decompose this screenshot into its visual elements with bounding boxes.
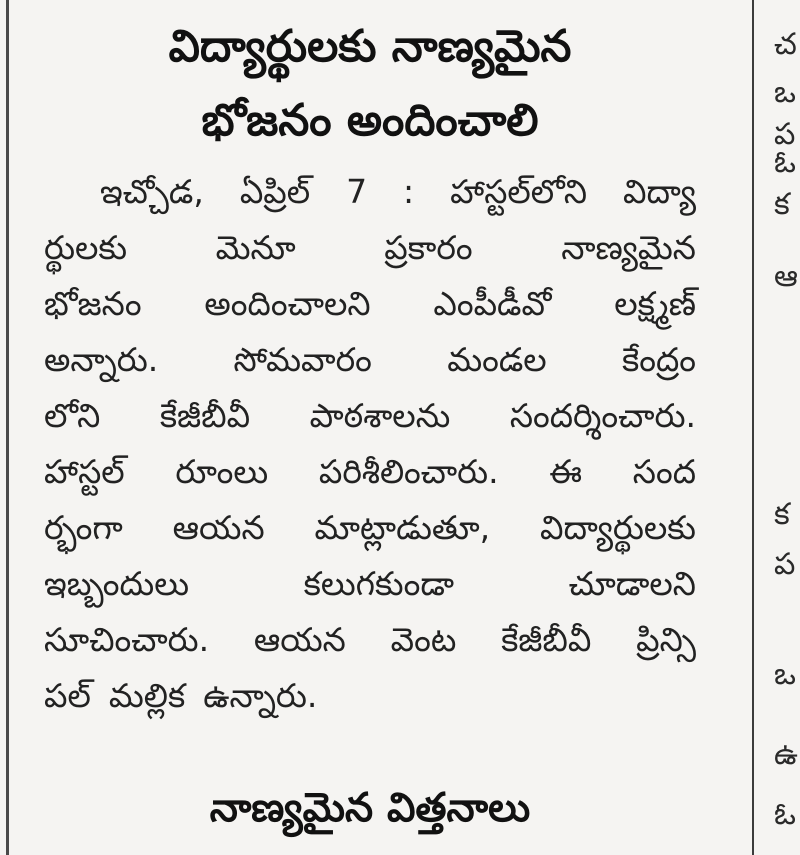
cropped-glyph: క — [774, 500, 790, 530]
body-word: విద్యా — [623, 172, 696, 211]
body-word: విద్యార్థులకు — [540, 508, 696, 547]
body-word: రూంలు — [175, 452, 269, 491]
body-word: ప్రిన్సి — [636, 620, 696, 659]
cropped-glyph: ఒ — [774, 660, 796, 690]
body-word: హాస్టల్ — [44, 452, 125, 491]
cropped-glyph: ఆ — [774, 262, 798, 292]
body-word: లోని — [44, 396, 101, 435]
body-word: ఇబ్బందులు — [44, 564, 190, 603]
body-word: పాఠశాలను — [309, 396, 451, 435]
body-word: మండల — [447, 340, 547, 379]
article-body-line — [44, 500, 696, 556]
cropped-glyph: ఒ — [774, 78, 796, 108]
body-word: ర్థులకు — [44, 228, 128, 267]
cropped-glyph: ఓ — [774, 800, 796, 830]
body-word: అన్నారు. — [44, 340, 159, 379]
body-word: సోమవారం — [233, 340, 372, 379]
cropped-glyph: ప — [774, 550, 796, 580]
body-word: ఈ — [549, 452, 583, 491]
body-word: కేజీబీవీ — [501, 620, 592, 659]
body-word: భోజనం — [44, 284, 142, 323]
body-word: నాణ్యమైన — [561, 228, 696, 267]
body-word: ఆయన — [253, 620, 346, 659]
article-body-line — [44, 164, 696, 220]
article-body-line — [44, 556, 696, 612]
body-word: పల్ — [44, 676, 91, 715]
body-word: ఉన్నారు. — [203, 676, 318, 715]
body-word: అందించాలని — [204, 284, 371, 323]
body-word: కలుగకుండా — [303, 564, 454, 603]
article-body-line — [44, 444, 696, 500]
body-word: మల్లిక — [108, 676, 186, 715]
cropped-glyph: ప — [774, 120, 796, 150]
article-body-line — [44, 220, 696, 276]
next-article-headline: నాణ్యమైన విత్తనాలు — [209, 785, 531, 831]
news-article — [44, 0, 696, 724]
body-word: ఎంపీడీవో — [433, 284, 552, 323]
body-word: సంద — [632, 452, 696, 491]
body-word: 7 — [346, 172, 368, 211]
body-word: పరిశీలించారు. — [318, 452, 499, 491]
article-headline-line-2: భోజనం అందించాలి — [201, 95, 539, 146]
left-border-rule — [6, 0, 9, 855]
body-word: కేజీబీవీ — [159, 396, 251, 435]
body-word: లక్ష్మణ్ — [614, 284, 696, 323]
body-word: చూడాలని — [568, 564, 696, 603]
article-body-line — [44, 612, 696, 668]
article-body — [44, 164, 696, 724]
article-body-line — [44, 332, 696, 388]
body-word: కేంద్రం — [621, 340, 696, 379]
body-word: మాట్లాడుతూ, — [314, 508, 491, 547]
article-body-line — [44, 388, 696, 444]
cropped-glyph: ఓ — [774, 148, 796, 178]
body-word: సూచించారు. — [44, 620, 210, 659]
body-word: ఏప్రిల్ — [239, 172, 311, 211]
body-word: సందర్శించారు. — [509, 396, 696, 435]
body-word: ప్రకారం — [384, 228, 473, 267]
column-divider-rule — [752, 0, 754, 855]
body-word: హాస్టల్‌లోని — [450, 172, 588, 211]
article-headline-line-1: విద్యార్థులకు నాణ్యమైన — [168, 21, 572, 72]
article-body-line — [44, 276, 696, 332]
article-body-line — [44, 668, 696, 724]
body-word: : — [403, 172, 415, 211]
body-word: ర్భంగా — [44, 508, 123, 547]
cropped-glyph: ఉ — [774, 740, 798, 770]
cropped-glyph: చ — [774, 30, 797, 60]
cropped-glyph: క — [774, 190, 790, 220]
body-word: వెంట — [390, 620, 457, 659]
body-word: ఆయన — [172, 508, 265, 547]
body-word: ఇచ్చోడ, — [100, 172, 204, 211]
body-word: మెనూ — [215, 228, 296, 267]
